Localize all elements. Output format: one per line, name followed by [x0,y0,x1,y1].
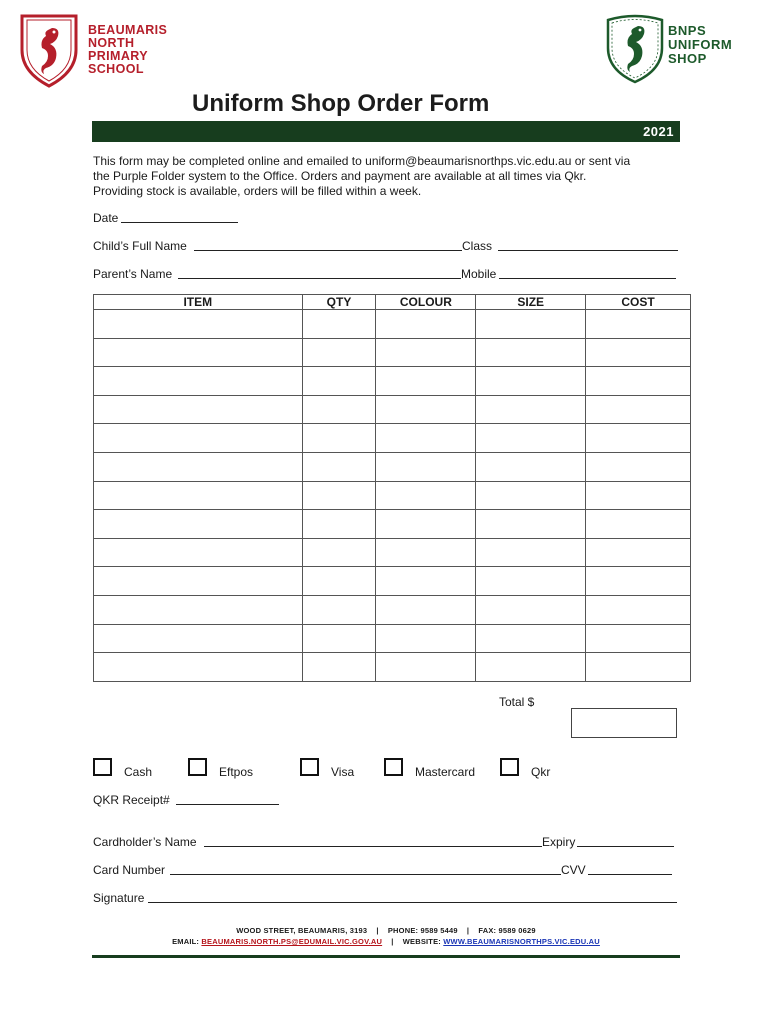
cell-cost[interactable] [586,567,691,596]
cash-label: Cash [124,765,153,779]
signature-label: Signature [93,891,145,905]
parent-name-field[interactable] [178,278,461,279]
mobile-field[interactable] [499,278,676,279]
footer-email-label: EMAIL: [172,937,200,946]
cell-qty[interactable] [302,653,376,682]
cell-colour[interactable] [376,653,476,682]
signature-field[interactable] [148,902,677,903]
column-header-cost: COST [586,295,691,310]
cell-item[interactable] [94,452,303,481]
cash-checkbox[interactable] [93,758,112,776]
cell-qty[interactable] [302,338,376,367]
qkr-receipt-field[interactable] [176,804,279,805]
cell-size[interactable] [476,310,586,339]
school-logo [14,10,168,88]
shop-crest-icon [604,12,666,84]
cell-size[interactable] [476,367,586,396]
cell-item[interactable] [94,624,303,653]
cell-cost[interactable] [586,367,691,396]
footer-website-link[interactable]: WWW.BEAUMARISNORTHPS.VIC.EDU.AU [443,937,600,946]
cell-item[interactable] [94,367,303,396]
cell-size[interactable] [476,424,586,453]
payment-option-cash[interactable] [93,758,163,780]
cell-cost[interactable] [586,624,691,653]
footer-line-2: EMAIL: BEAUMARIS.NORTH.PS@EDUMAIL.VIC.GOV.AU | WEBSITE: WWW.BEAUMARISNORTHPS.VIC.EDU.AU [172,937,600,946]
table-row [94,424,691,453]
cell-qty[interactable] [302,538,376,567]
cell-cost[interactable] [586,338,691,367]
cell-colour[interactable] [376,595,476,624]
year-label: 2021 [643,124,674,139]
cell-colour[interactable] [376,624,476,653]
table-row [94,595,691,624]
cell-cost[interactable] [586,481,691,510]
cardholder-label: Cardholder’s Name [93,835,197,849]
expiry-field[interactable] [577,846,674,847]
cell-size[interactable] [476,481,586,510]
cell-size[interactable] [476,395,586,424]
cvv-field[interactable] [588,874,672,875]
cell-size[interactable] [476,452,586,481]
school-crest-icon [14,10,84,88]
card-number-field[interactable] [170,874,561,875]
eftpos-checkbox[interactable] [188,758,207,776]
expiry-label: Expiry [542,835,576,849]
class-label: Class [462,239,493,253]
cell-item[interactable] [94,567,303,596]
cell-qty[interactable] [302,452,376,481]
cell-cost[interactable] [586,510,691,539]
column-header-colour: COLOUR [376,295,476,310]
cell-qty[interactable] [302,424,376,453]
page-title: Uniform Shop Order Form [192,90,490,117]
cell-qty[interactable] [302,481,376,510]
footer-phone: PHONE: 9589 5449 [387,926,458,935]
cell-colour[interactable] [376,310,476,339]
cell-colour[interactable] [376,367,476,396]
footer-fax: FAX: 9589 0629 [478,926,536,935]
payment-option-mastercard[interactable] [384,758,484,780]
table-row [94,338,691,367]
qkr-checkbox[interactable] [500,758,519,776]
cell-qty[interactable] [302,595,376,624]
total-input[interactable] [571,708,677,738]
child-name-field[interactable] [194,250,462,251]
cell-colour[interactable] [376,452,476,481]
payment-option-visa[interactable] [300,758,370,780]
footer-website-label: WEBSITE: [402,937,441,946]
cell-colour[interactable] [376,567,476,596]
school-name: BEAUMARIS NORTH PRIMARY SCHOOL [88,23,168,76]
footer [92,925,680,947]
mastercard-label: Mastercard [415,765,476,779]
visa-label: Visa [331,765,355,779]
cell-colour[interactable] [376,481,476,510]
column-header-item: ITEM [94,295,303,310]
cell-item[interactable] [94,510,303,539]
table-header-row [94,295,691,310]
table-row [94,653,691,682]
class-field[interactable] [498,250,678,251]
cell-qty[interactable] [302,367,376,396]
table-row [94,510,691,539]
card-number-label: Card Number [93,863,166,877]
column-header-qty: QTY [302,295,376,310]
cell-qty[interactable] [302,395,376,424]
table-row [94,395,691,424]
table-row [94,310,691,339]
cell-cost[interactable] [586,452,691,481]
cell-size[interactable] [476,567,586,596]
shop-logo [604,12,754,84]
payment-option-qkr[interactable] [500,758,560,780]
table-row [94,624,691,653]
cell-item[interactable] [94,395,303,424]
cell-qty[interactable] [302,310,376,339]
cell-cost[interactable] [586,395,691,424]
cell-cost[interactable] [586,424,691,453]
cell-cost[interactable] [586,595,691,624]
qkr-receipt-label: QKR Receipt# [93,793,170,807]
cell-colour[interactable] [376,538,476,567]
cell-size[interactable] [476,653,586,682]
total-label: Total $ [499,695,535,709]
cell-cost[interactable] [586,653,691,682]
cell-size[interactable] [476,510,586,539]
cell-colour[interactable] [376,424,476,453]
table-row [94,452,691,481]
footer-rule [92,955,680,958]
cell-size[interactable] [476,338,586,367]
footer-email-link[interactable]: BEAUMARIS.NORTH.PS@EDUMAIL.VIC.GOV.AU [201,937,383,946]
cell-qty[interactable] [302,624,376,653]
cell-item[interactable] [94,338,303,367]
column-header-size: SIZE [476,295,586,310]
shop-name: BNPS UNIFORM SHOP [668,23,733,66]
cell-item[interactable] [94,538,303,567]
cell-colour[interactable] [376,395,476,424]
cell-colour[interactable] [376,510,476,539]
cell-qty[interactable] [302,510,376,539]
table-row [94,481,691,510]
cell-cost[interactable] [586,538,691,567]
table-body [94,310,691,682]
parent-name-label: Parent’s Name [93,267,173,281]
cell-item[interactable] [94,595,303,624]
cell-size[interactable] [476,624,586,653]
mobile-label: Mobile [461,267,497,281]
footer-line-1: WOOD STREET, BEAUMARIS, 3193 | PHONE: 9589 5449 | FAX: 9589 0629 [236,926,536,935]
qkr-label: Qkr [531,765,551,779]
eftpos-label: Eftpos [219,765,254,779]
title-bar [92,121,680,142]
table-row [94,538,691,567]
cell-cost[interactable] [586,310,691,339]
cell-item[interactable] [94,653,303,682]
table-row [94,567,691,596]
visa-checkbox[interactable] [300,758,319,776]
child-name-label: Child’s Full Name [93,239,187,253]
intro-text: This form may be completed online and emailed to uniform@beaumarisnorthps.vic.edu.au or sent via the Purple Folder system to the Office. Orders and payment are available at all times via Qkr. Providing stock is available, orders will be filled within a week. [93,154,631,198]
table-row [94,367,691,396]
payment-option-eftpos[interactable] [188,758,268,780]
cell-item[interactable] [94,424,303,453]
date-field[interactable] [121,222,238,223]
date-label: Date [93,211,119,225]
cell-item[interactable] [94,310,303,339]
cell-item[interactable] [94,481,303,510]
cell-qty[interactable] [302,567,376,596]
order-items-table [93,294,691,682]
cardholder-field[interactable] [204,846,542,847]
mastercard-checkbox[interactable] [384,758,403,776]
cell-colour[interactable] [376,338,476,367]
cell-size[interactable] [476,538,586,567]
cell-size[interactable] [476,595,586,624]
footer-address: WOOD STREET, BEAUMARIS, 3193 [236,926,368,935]
cvv-label: CVV [561,863,586,877]
